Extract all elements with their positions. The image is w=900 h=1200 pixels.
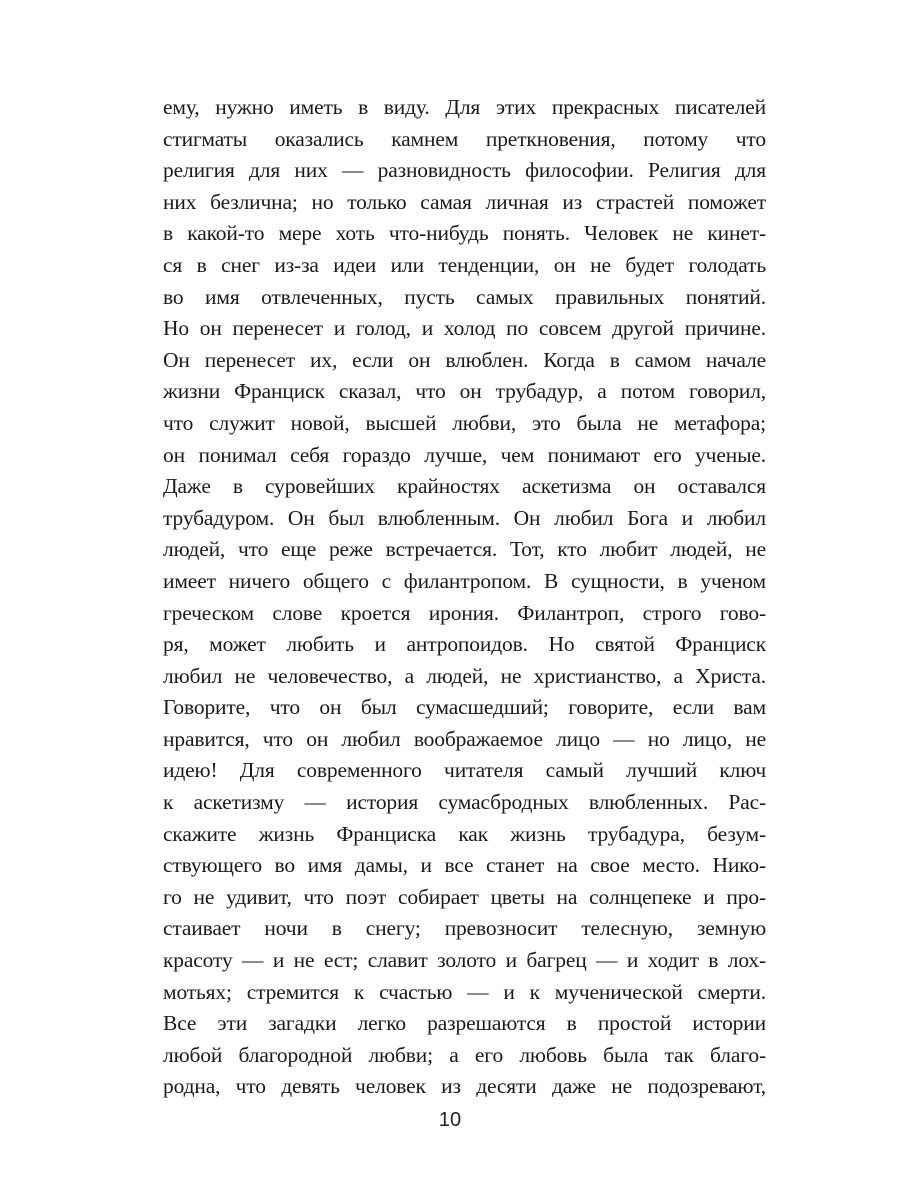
text-line: любил не человечество, а людей, не христианство, а Христа. — [163, 663, 766, 688]
text-line: во имя отвлеченных, пусть самых правильных понятий. — [163, 284, 766, 309]
text-line: людей, что еще реже встречается. Тот, кто любит людей, не — [163, 537, 766, 562]
text-line: в какой-то мере хоть что-нибудь понять. Человек не кинет- — [163, 221, 766, 246]
text-line: Он перенесет их, если он влюблен. Когда в самом начале — [163, 347, 766, 372]
text-line: жизни Франциск сказал, что он трубадур, а потом говорил, — [163, 379, 766, 404]
text-line: имеет ничего общего с филантропом. В сущности, в ученом — [163, 568, 766, 593]
text-line: ствующего во имя дамы, и все станет на свое место. Нико- — [163, 853, 766, 878]
text-line: стаивает ночи в снегу; превозносит телесную, земную — [163, 916, 766, 941]
text-line: них безлична; но только самая личная из страстей поможет — [163, 189, 766, 214]
page-number: 10 — [438, 1109, 462, 1131]
text-line: ся в снег из-за идеи или тенденции, он не будет голодать — [163, 252, 766, 277]
text-line: красоту — и не ест; славит золото и багрец — и ходит в лох- — [163, 948, 766, 973]
text-line: Даже в суровейших крайностях аскетизма он оставался — [163, 474, 766, 499]
text-line: родна, что девять человек из десяти даже не подозревают, — [163, 1074, 766, 1099]
text-line: скажите жизнь Франциска как жизнь трубадура, безум- — [163, 821, 766, 846]
text-line: религия для них — разновидность философии. Религия для — [163, 158, 766, 183]
text-line: любой благородной любви; а его любовь была так благо- — [163, 1042, 766, 1067]
text-line: ря, может любить и антропоидов. Но святой Франциск — [163, 632, 766, 657]
text-line: трубадуром. Он был влюбленным. Он любил Бога и любил — [163, 505, 766, 530]
text-line: Но он перенесет и голод, и холод по совсем другой причине. — [163, 316, 766, 341]
text-line: ему, нужно иметь в виду. Для этих прекрасных писателей — [163, 95, 766, 119]
text-line: что служит новой, высшей любви, это была не метафора; — [163, 410, 766, 435]
text-line: идею! Для современного читателя самый лучший ключ — [163, 758, 766, 783]
text-line: стигматы оказались камнем преткновения, потому что — [163, 126, 766, 151]
page-body-text — [163, 92, 766, 1103]
text-line: Говорите, что он был сумасшедший; говорите, если вам — [163, 695, 766, 720]
text-line: Все эти загадки легко разрешаются в простой истории — [163, 1011, 766, 1036]
text-line: он понимал себя гораздо лучше, чем понимают его ученые. — [163, 442, 766, 467]
text-line: греческом слове кроется ирония. Филантроп, строго гово- — [163, 600, 766, 625]
text-line: мотьях; стремится к счастью — и к мученической смерти. — [163, 979, 766, 1004]
text-line: к аскетизму — история сумасбродных влюбленных. Рас- — [163, 790, 766, 815]
text-line: нравится, что он любил воображаемое лицо — но лицо, не — [163, 726, 766, 751]
text-line: го не удивит, что поэт собирает цветы на солнцепеке и про- — [163, 884, 766, 909]
